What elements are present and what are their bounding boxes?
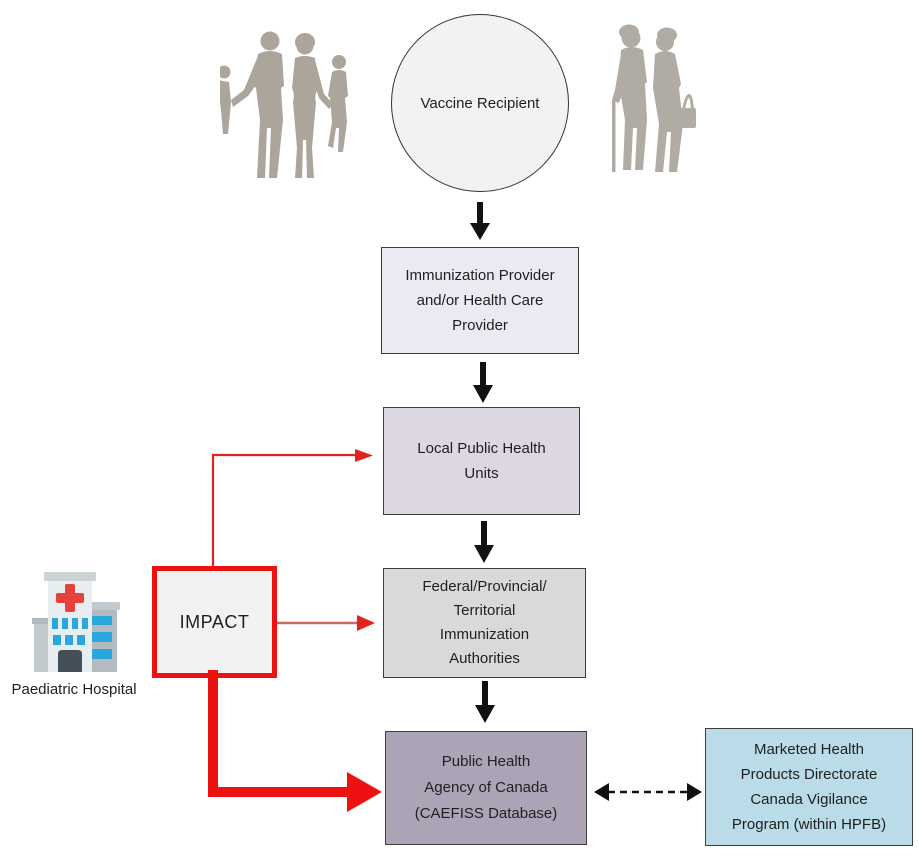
mhpd-line: Canada Vigilance (750, 791, 868, 808)
vaccine-recipient-label: Vaccine Recipient (420, 94, 540, 112)
immunization-provider-box (381, 247, 579, 354)
family-silhouette-icon (220, 28, 362, 188)
dashed-double-arrow-icon (593, 779, 703, 805)
impact-to-phac-arrow (200, 670, 385, 818)
mhpd-line: Program (within HPFB) (731, 816, 887, 833)
impact-to-lphu-arrow (206, 448, 378, 568)
elderly-couple-silhouette-icon (601, 20, 706, 182)
mhpd-line: Marketed Health (753, 741, 865, 758)
fpt-authorities-line: Authorities (449, 650, 520, 667)
paediatric-hospital-label: Paediatric Hospital (11, 681, 137, 698)
phac-caefiss-box (385, 731, 587, 845)
mhpd-line: Products Directorate (740, 766, 878, 783)
local-public-health-units-line: Units (464, 465, 499, 482)
mhpd-canada-vigilance-box (705, 728, 913, 846)
phac-line: (CAEFISS Database) (414, 805, 558, 822)
down-arrow-icon (473, 681, 497, 723)
paediatric-hospital-icon (24, 566, 124, 678)
fpt-authorities-line: Immunization (439, 626, 530, 643)
vaccine-recipient-node (391, 14, 569, 192)
phac-line: Public Health (441, 753, 531, 770)
phac-line: Agency of Canada (424, 779, 548, 796)
down-arrow-icon (472, 521, 496, 563)
down-arrow-icon (471, 362, 495, 403)
fpt-immunization-authorities-box (383, 568, 586, 678)
down-arrow-icon (468, 202, 492, 240)
local-public-health-units-line: Local Public Health (417, 440, 546, 457)
fpt-authorities-line: Territorial (453, 602, 516, 619)
impact-to-fpt-arrow (277, 612, 377, 634)
impact-box (152, 566, 277, 678)
impact-label: IMPACT (179, 611, 250, 632)
local-public-health-units-box (383, 407, 580, 515)
immunization-provider-line: and/or Health Care (416, 292, 544, 309)
immunization-provider-line: Immunization Provider (405, 267, 555, 284)
fpt-authorities-line: Federal/Provincial/ (422, 578, 547, 595)
immunization-provider-line: Provider (452, 317, 508, 334)
